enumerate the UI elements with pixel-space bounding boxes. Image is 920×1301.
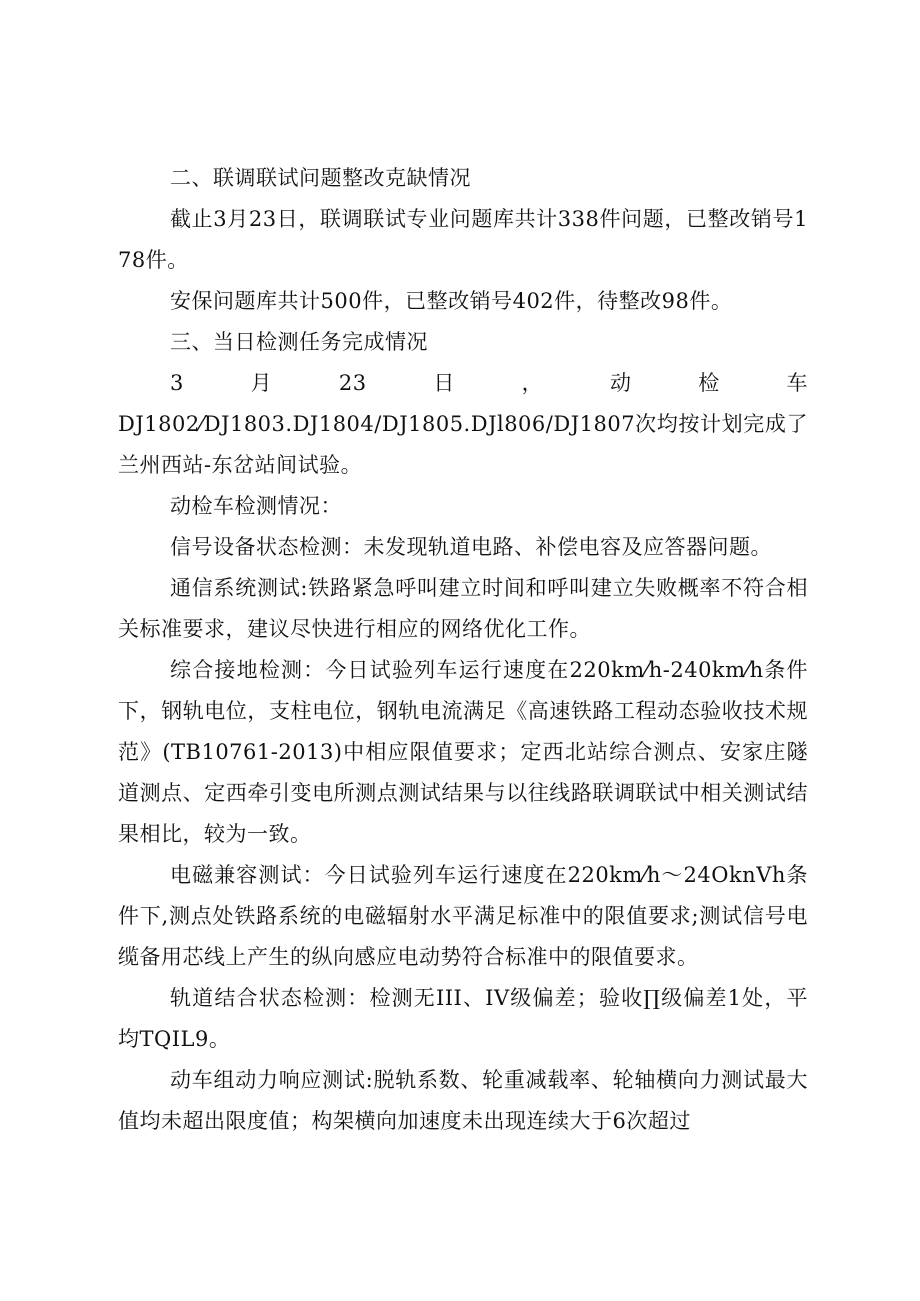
section-heading-daily-tasks: 三、当日检测任务完成情况 <box>170 330 428 354</box>
date-token: ， <box>521 371 544 395</box>
paragraph-emc: 电磁兼容测试：今日试验列车运行速度在220km⁄h～24OknVh条件下,测点处铁路系统的电磁辐射水平满足标准中的限值要求;测试信号电缆备用芯线上产生的纵向感应电动势符合标准中的限值要求。 <box>118 863 808 969</box>
date-token: 车 <box>786 371 808 395</box>
paragraph-train-list: DJ1802⁄DJ1803.DJ1804/DJ1805.DJl806/DJ1807次均按计划完成了兰州西站-东岔站间试验。 <box>118 412 808 477</box>
date-token: 23 <box>338 371 367 395</box>
paragraph-grounding: 综合接地检测：今日试验列车运行速度在220km⁄h-240km⁄h条件下，钢轨电位，支柱电位，钢轨电流满足《高速铁路工程动态验收技术规范》(TB10761-2013)中相应限值要求；定西北站综合测点、安家庄隧道测点、定西牵引变电所测点测试结果与以往线路联调联试中相关测试结果相比，较为一致。 <box>118 658 808 846</box>
paragraph-dynamic-response: 动车组动力响应测试:脱轨系数、轮重减载率、轮轴横向力测试最大值均未超出限度值；构架横向加速度未出现连续大于6次超过 <box>118 1068 808 1133</box>
date-token: 日 <box>433 371 455 395</box>
paragraph-track-state: 轨道结合状态检测：检测无III、IV级偏差；验收∏级偏差1处，平均TQIL9。 <box>118 986 808 1051</box>
date-token: 月 <box>250 371 273 395</box>
date-token: 检 <box>698 371 720 395</box>
paragraph-inspection-heading: 动检车检测情况： <box>170 494 342 518</box>
paragraph-security-library: 安保问题库共计500件，已整改销号402件，待整改98件。 <box>170 289 733 313</box>
document-body <box>118 158 808 1142</box>
paragraph-problem-library: 截止3月23日，联调联试专业问题库共计338件问题，已整改销号178件。 <box>118 207 808 272</box>
paragraph-communication-system: 通信系统测试:铁路紧急呼叫建立时间和呼叫建立失败概率不符合相关标准要求，建议尽快进行相应的网络优化工作。 <box>118 576 808 641</box>
justified-date-line <box>118 363 808 404</box>
date-token: 3 <box>170 371 184 395</box>
paragraph-signal-equipment: 信号设备状态检测：未发现轨道电路、补偿电容及应答器问题。 <box>170 535 772 559</box>
section-heading-rectification: 二、联调联试问题整改克缺情况 <box>170 166 471 190</box>
date-token: 动 <box>609 371 632 395</box>
